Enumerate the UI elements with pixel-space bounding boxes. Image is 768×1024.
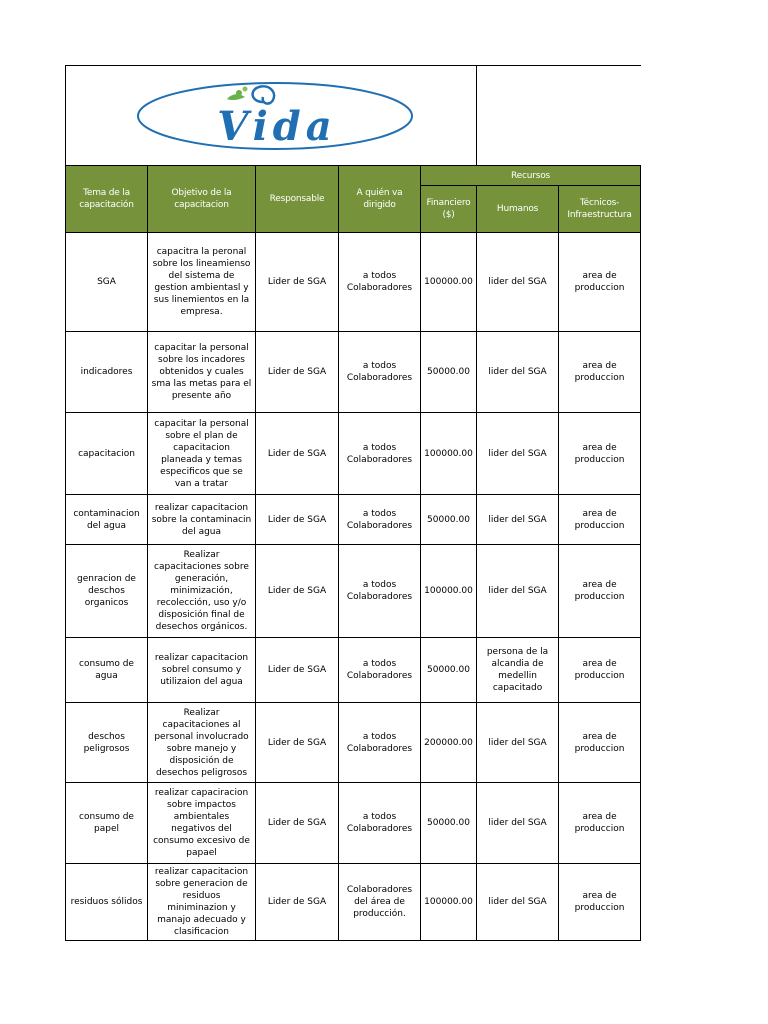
header-dirigido: A quién va dirigido [339, 166, 421, 233]
cell-tecnicos: area de produccion [559, 864, 641, 941]
cell-humanos: lider del SGA [477, 864, 559, 941]
cell-financiero: 50000.00 [421, 783, 477, 864]
cell-dirigido: a todos Colaboradores [339, 233, 421, 332]
cell-financiero: 50000.00 [421, 332, 477, 413]
cell-tema: SGA [66, 233, 148, 332]
cell-humanos: lider del SGA [477, 783, 559, 864]
cell-tecnicos: area de produccion [559, 413, 641, 495]
cell-tema: genracion de deschos organicos [66, 545, 148, 638]
cell-objetivo: capacitar la personal sobre los incadores obtenidos y cuales sma las metas para el presente año [148, 332, 256, 413]
table-row [66, 864, 641, 941]
cell-responsable: Lider de SGA [256, 233, 339, 332]
vida-logo [67, 66, 476, 161]
cell-tema: contaminacion del agua [66, 495, 148, 545]
cell-dirigido: a todos Colaboradores [339, 783, 421, 864]
cell-tecnicos: area de produccion [559, 233, 641, 332]
cell-tema: deschos peligrosos [66, 703, 148, 783]
cell-responsable: Lider de SGA [256, 545, 339, 638]
cell-humanos: lider del SGA [477, 545, 559, 638]
cell-objetivo: realizar capaciracion sobre impactos ambientales negativos del consumo excesivo de papael [148, 783, 256, 864]
header-tecnicos: Técnicos-Infraestructura [559, 186, 641, 233]
table-row [66, 495, 641, 545]
table-row [66, 332, 641, 413]
logo-row [66, 66, 641, 166]
cell-dirigido: a todos Colaboradores [339, 703, 421, 783]
training-plan-table [65, 65, 641, 941]
cell-financiero: 100000.00 [421, 545, 477, 638]
cell-humanos: persona de la alcandia de medellin capacitado [477, 638, 559, 703]
cell-responsable: Lider de SGA [256, 495, 339, 545]
cell-humanos: lider del SGA [477, 413, 559, 495]
cell-objetivo: realizar capacitacion sobre generacion de residuos miniminazion y manajo adecuado y clasificacion [148, 864, 256, 941]
cell-objetivo: capacitra la peronal sobre los lineamienso del sistema de gestion ambientasl y sus linemientos en la empresa. [148, 233, 256, 332]
logo-cell [66, 66, 477, 166]
header-humanos: Humanos [477, 186, 559, 233]
cell-tecnicos: area de produccion [559, 332, 641, 413]
leaf-icon [227, 94, 245, 100]
cell-tecnicos: area de produccion [559, 703, 641, 783]
cell-responsable: Lider de SGA [256, 638, 339, 703]
cell-tema: capacitacion [66, 413, 148, 495]
header-row-1 [66, 166, 641, 186]
cell-tema: consumo de agua [66, 638, 148, 703]
cell-dirigido: a todos Colaboradores [339, 413, 421, 495]
header-financiero: Financiero ($) [421, 186, 477, 233]
cell-humanos: lider del SGA [477, 233, 559, 332]
cell-dirigido: a todos Colaboradores [339, 545, 421, 638]
cell-dirigido: Colaboradores del área de producción. [339, 864, 421, 941]
spiral-icon [252, 86, 273, 103]
cell-dirigido: a todos Colaboradores [339, 495, 421, 545]
cell-objetivo: realizar capacitacion sobrel consumo y utilizaion del agua [148, 638, 256, 703]
cell-responsable: Lider de SGA [256, 413, 339, 495]
cell-financiero: 100000.00 [421, 233, 477, 332]
cell-tecnicos: area de produccion [559, 783, 641, 864]
cell-dirigido: a todos Colaboradores [339, 332, 421, 413]
cell-objetivo: capacitar la personal sobre el plan de capacitacion planeada y temas especificos que se van a tratar [148, 413, 256, 495]
cell-dirigido: a todos Colaboradores [339, 638, 421, 703]
cell-objetivo: realizar capacitacion sobre la contaminacin del agua [148, 495, 256, 545]
cell-tecnicos: area de produccion [559, 638, 641, 703]
cell-tema: residuos sólidos [66, 864, 148, 941]
logo-text: Vida [216, 103, 337, 150]
header-responsable: Responsable [256, 166, 339, 233]
table-row [66, 413, 641, 495]
cell-humanos: lider del SGA [477, 495, 559, 545]
table-row [66, 703, 641, 783]
cell-tecnicos: area de produccion [559, 495, 641, 545]
cell-responsable: Lider de SGA [256, 703, 339, 783]
header-tema: Tema de la capacitación [66, 166, 148, 233]
cell-objetivo: Realizar capacitaciones sobre generación, minimización, recolección, uso y/o disposición final de desechos orgánicos. [148, 545, 256, 638]
cell-responsable: Lider de SGA [256, 783, 339, 864]
cell-financiero: 100000.00 [421, 413, 477, 495]
cell-responsable: Lider de SGA [256, 332, 339, 413]
cell-financiero: 200000.00 [421, 703, 477, 783]
table-row [66, 545, 641, 638]
cell-tema: indicadores [66, 332, 148, 413]
table-row [66, 233, 641, 332]
cell-financiero: 50000.00 [421, 638, 477, 703]
cell-humanos: lider del SGA [477, 332, 559, 413]
cell-objetivo: Realizar capacitaciones al personal involucrado sobre manejo y disposición de desechos peligrosos [148, 703, 256, 783]
cell-tecnicos: area de produccion [559, 545, 641, 638]
cell-tema: consumo de papel [66, 783, 148, 864]
cell-financiero: 50000.00 [421, 495, 477, 545]
header-objetivo: Objetivo de la capacitacion [148, 166, 256, 233]
blank-top-cell [477, 66, 641, 166]
cell-humanos: lider del SGA [477, 703, 559, 783]
header-recursos: Recursos [421, 166, 641, 186]
cell-financiero: 100000.00 [421, 864, 477, 941]
cell-responsable: Lider de SGA [256, 864, 339, 941]
table-row [66, 638, 641, 703]
table-row [66, 783, 641, 864]
